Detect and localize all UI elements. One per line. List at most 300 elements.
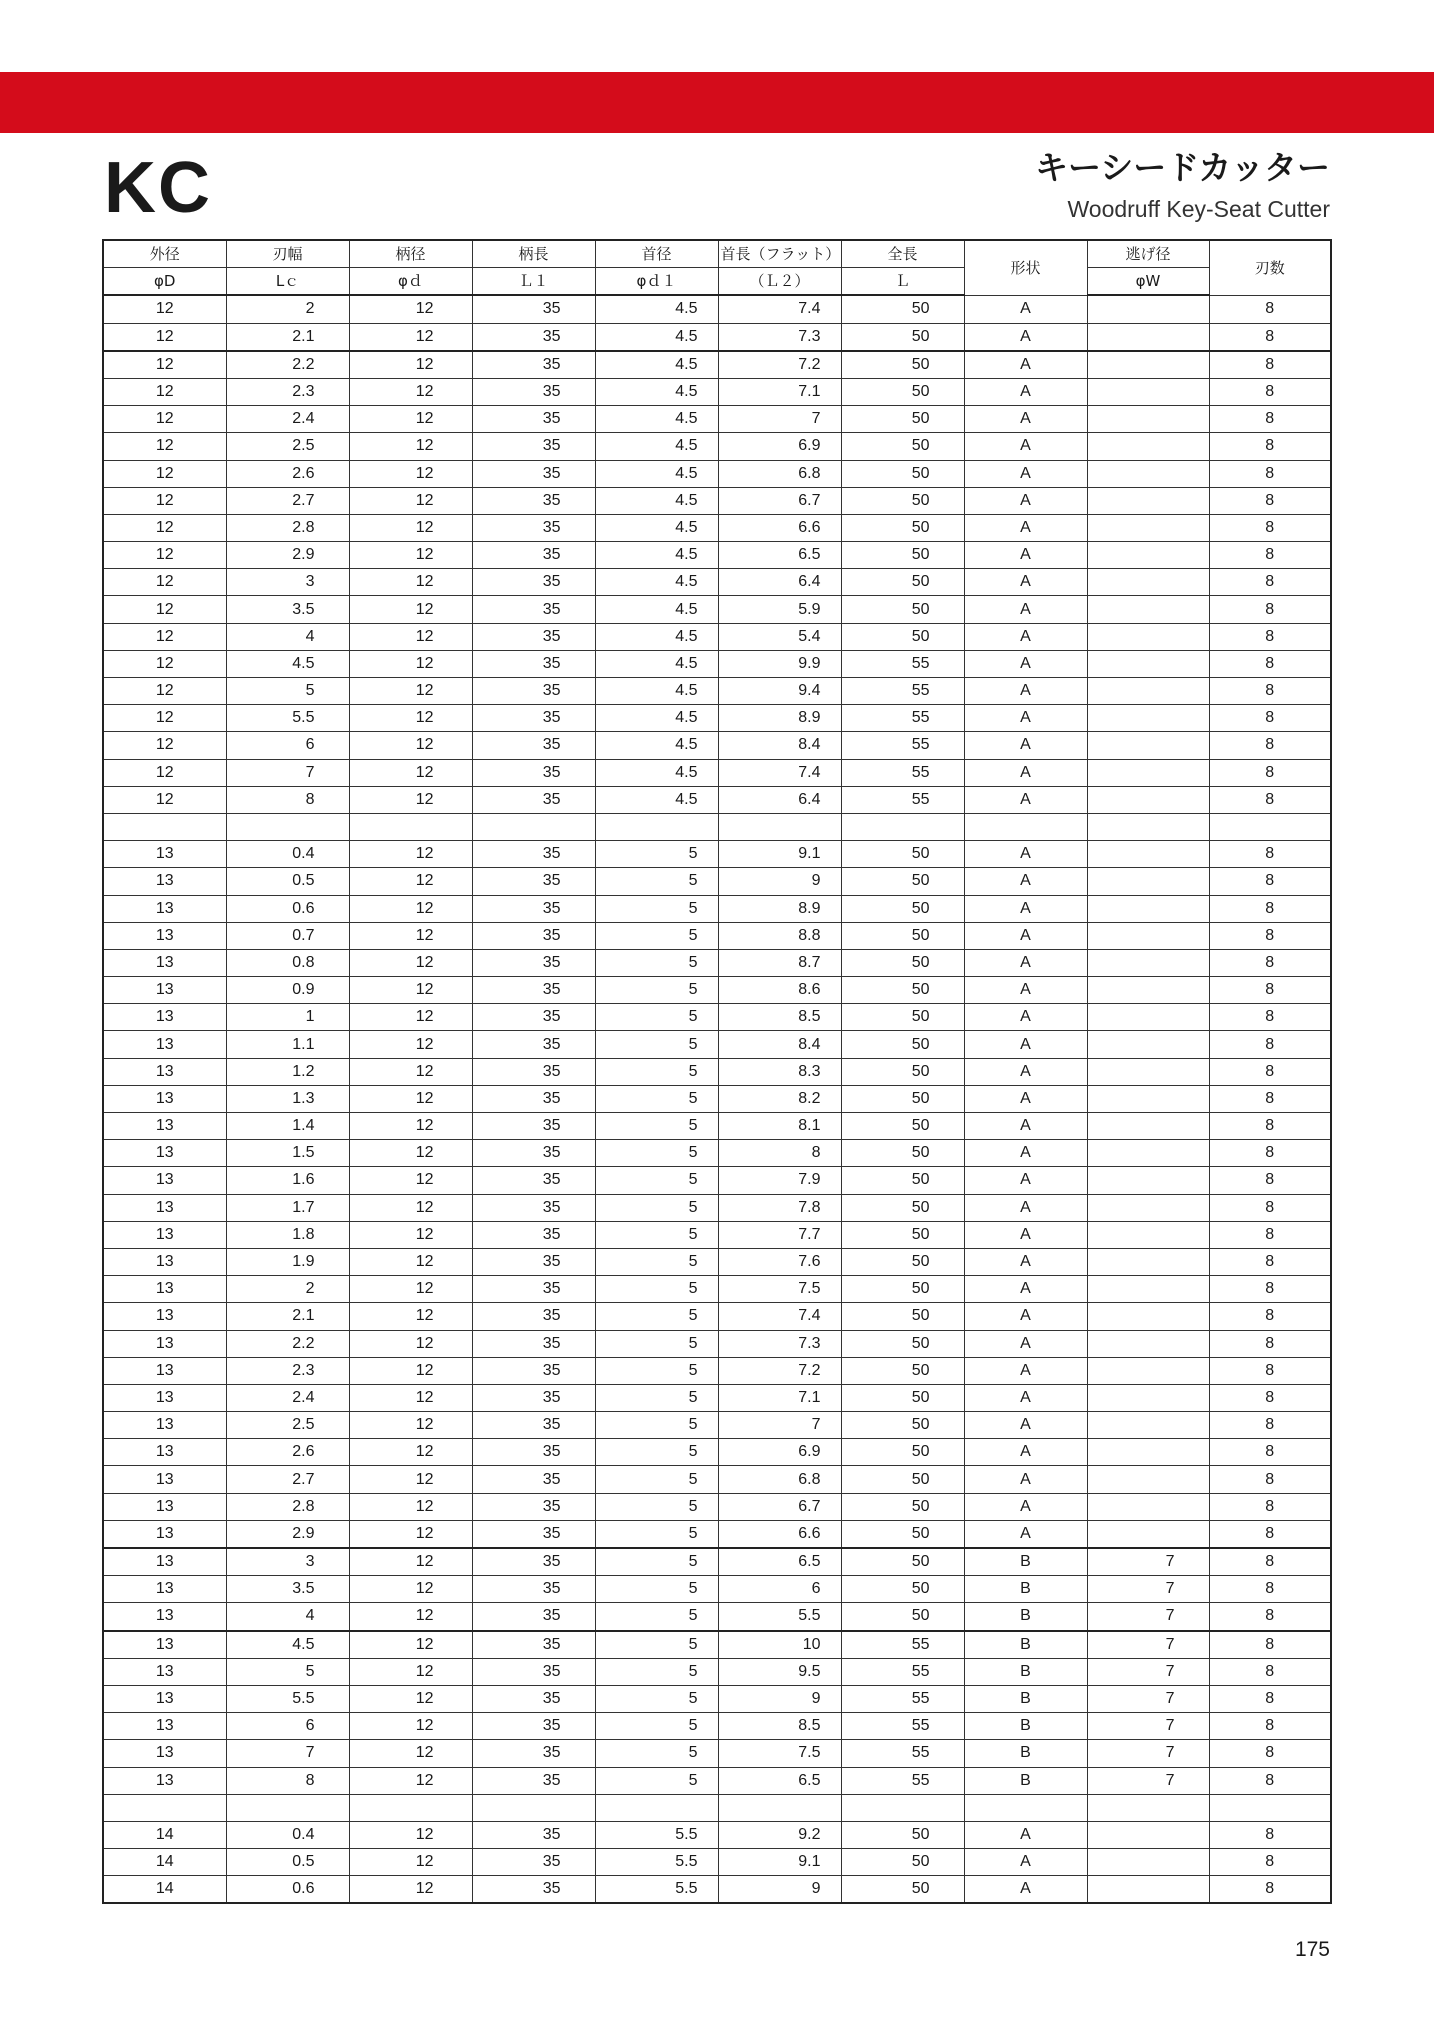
- table-row: [103, 1248, 1331, 1275]
- cell-overall-length: 50: [841, 1031, 964, 1058]
- table-row: [103, 1876, 1331, 1904]
- cell-outer-dia: 12: [103, 295, 226, 323]
- cell-flutes: 8: [1209, 1603, 1331, 1631]
- cell-blade-width: 6: [226, 1713, 349, 1740]
- table-row: [103, 1821, 1331, 1848]
- cell-flutes: 8: [1209, 542, 1331, 569]
- col-header-shank-dia: 柄径: [349, 240, 472, 268]
- page-title-en: Woodruff Key-Seat Cutter: [1067, 196, 1330, 222]
- cell-overall-length: 50: [841, 433, 964, 460]
- cell-overall-length: 50: [841, 460, 964, 487]
- cell-flutes: 8: [1209, 759, 1331, 786]
- cell-relief-dia: [1087, 1384, 1209, 1411]
- cell-flutes: 8: [1209, 1194, 1331, 1221]
- cell-shank-dia: [349, 813, 472, 840]
- cell-neck-length: 8.7: [718, 949, 841, 976]
- cell-relief-dia: [1087, 1493, 1209, 1520]
- cell-blade-width: 3: [226, 569, 349, 596]
- cell-outer-dia: 13: [103, 1466, 226, 1493]
- cell-neck-length: 5.5: [718, 1603, 841, 1631]
- cell-overall-length: 55: [841, 732, 964, 759]
- cell-overall-length: 50: [841, 1303, 964, 1330]
- cell-shank-length: 35: [472, 1058, 595, 1085]
- cell-shape: A: [964, 1876, 1087, 1904]
- cell-shape: A: [964, 1821, 1087, 1848]
- col-symbol-relief-dia: φW: [1087, 268, 1209, 296]
- cell-relief-dia: [1087, 406, 1209, 433]
- cell-neck-length: 8.5: [718, 1004, 841, 1031]
- cell-flutes: 8: [1209, 487, 1331, 514]
- cell-shank-dia: 12: [349, 1113, 472, 1140]
- cell-relief-dia: [1087, 1520, 1209, 1548]
- cell-overall-length: 50: [841, 977, 964, 1004]
- cell-shank-dia: 12: [349, 1740, 472, 1767]
- cell-overall-length: 50: [841, 1276, 964, 1303]
- cell-shank-length: 35: [472, 1466, 595, 1493]
- cell-relief-dia: [1087, 1167, 1209, 1194]
- cell-neck-length: 6.7: [718, 1493, 841, 1520]
- col-header-neck-dia: 首径: [595, 240, 718, 268]
- cell-blade-width: 0.9: [226, 977, 349, 1004]
- cell-relief-dia: [1087, 895, 1209, 922]
- cell-flutes: 8: [1209, 514, 1331, 541]
- cell-neck-dia: 5: [595, 1412, 718, 1439]
- cell-shape: A: [964, 1849, 1087, 1876]
- cell-outer-dia: 12: [103, 678, 226, 705]
- cell-flutes: 8: [1209, 460, 1331, 487]
- cell-neck-length: 9.4: [718, 678, 841, 705]
- cell-neck-dia: 5: [595, 1303, 718, 1330]
- cell-shank-length: 35: [472, 1085, 595, 1112]
- cell-shape: B: [964, 1548, 1087, 1576]
- cell-overall-length: 50: [841, 514, 964, 541]
- cell-shank-dia: 12: [349, 295, 472, 323]
- cell-blade-width: 1: [226, 1004, 349, 1031]
- cell-neck-dia: 5: [595, 1085, 718, 1112]
- cell-shank-length: 35: [472, 378, 595, 405]
- cell-neck-dia: 5: [595, 1576, 718, 1603]
- table-row: [103, 1767, 1331, 1794]
- cell-shank-dia: 12: [349, 1685, 472, 1712]
- cell-outer-dia: 13: [103, 1713, 226, 1740]
- cell-neck-dia: 5: [595, 1439, 718, 1466]
- cell-shank-dia: 12: [349, 1849, 472, 1876]
- cell-neck-dia: 5: [595, 1520, 718, 1548]
- cell-blade-width: 5: [226, 678, 349, 705]
- cell-shank-dia: 12: [349, 1031, 472, 1058]
- cell-blade-width: 0.7: [226, 922, 349, 949]
- cell-flutes: 8: [1209, 678, 1331, 705]
- cell-shape: A: [964, 596, 1087, 623]
- cell-flutes: 8: [1209, 786, 1331, 813]
- cell-outer-dia: 13: [103, 1439, 226, 1466]
- cell-blade-width: [226, 1794, 349, 1821]
- table-row: [103, 1493, 1331, 1520]
- cell-flutes: 8: [1209, 1004, 1331, 1031]
- cell-outer-dia: [103, 813, 226, 840]
- cell-neck-length: 7.4: [718, 759, 841, 786]
- cell-flutes: 8: [1209, 1466, 1331, 1493]
- cell-shank-length: 35: [472, 1248, 595, 1275]
- cell-neck-length: 8.9: [718, 895, 841, 922]
- cell-relief-dia: [1087, 1330, 1209, 1357]
- cell-flutes: 8: [1209, 1085, 1331, 1112]
- cell-shank-length: 35: [472, 922, 595, 949]
- cell-shape: A: [964, 1466, 1087, 1493]
- cell-blade-width: 1.1: [226, 1031, 349, 1058]
- cell-neck-length: 8.9: [718, 705, 841, 732]
- cell-outer-dia: 13: [103, 1303, 226, 1330]
- cell-relief-dia: [1087, 1303, 1209, 1330]
- cell-shank-dia: 12: [349, 1167, 472, 1194]
- cell-blade-width: 8: [226, 786, 349, 813]
- cell-neck-length: 8.6: [718, 977, 841, 1004]
- cell-neck-dia: 5: [595, 1058, 718, 1085]
- cell-outer-dia: 12: [103, 514, 226, 541]
- cell-neck-length: 8.3: [718, 1058, 841, 1085]
- spec-table-header: [103, 240, 1331, 295]
- cell-overall-length: 50: [841, 1412, 964, 1439]
- cell-outer-dia: 12: [103, 433, 226, 460]
- cell-blade-width: 2.2: [226, 351, 349, 379]
- cell-relief-dia: [1087, 1004, 1209, 1031]
- cell-flutes: 8: [1209, 977, 1331, 1004]
- cell-shape: B: [964, 1685, 1087, 1712]
- cell-neck-length: 7.7: [718, 1221, 841, 1248]
- cell-overall-length: 50: [841, 1167, 964, 1194]
- cell-overall-length: 50: [841, 1466, 964, 1493]
- cell-outer-dia: 13: [103, 1085, 226, 1112]
- cell-outer-dia: 13: [103, 1384, 226, 1411]
- cell-shape: A: [964, 1439, 1087, 1466]
- col-header-shank-length: 柄長: [472, 240, 595, 268]
- cell-neck-dia: 5: [595, 1493, 718, 1520]
- cell-blade-width: 1.5: [226, 1140, 349, 1167]
- cell-blade-width: 7: [226, 759, 349, 786]
- cell-neck-dia: [595, 813, 718, 840]
- cell-relief-dia: [1087, 1221, 1209, 1248]
- cell-blade-width: 3: [226, 1548, 349, 1576]
- cell-overall-length: 50: [841, 1876, 964, 1904]
- cell-relief-dia: [1087, 678, 1209, 705]
- cell-relief-dia: [1087, 596, 1209, 623]
- cell-overall-length: 55: [841, 786, 964, 813]
- cell-blade-width: 3.5: [226, 1576, 349, 1603]
- table-row: [103, 323, 1331, 351]
- cell-neck-length: 8.4: [718, 1031, 841, 1058]
- cell-shank-length: 35: [472, 1603, 595, 1631]
- table-row: [103, 1140, 1331, 1167]
- cell-neck-dia: 5: [595, 922, 718, 949]
- cell-neck-length: 6.4: [718, 786, 841, 813]
- cell-neck-dia: 5: [595, 1548, 718, 1576]
- cell-shank-length: 35: [472, 1631, 595, 1659]
- table-row: [103, 1058, 1331, 1085]
- cell-shank-length: [472, 813, 595, 840]
- cell-relief-dia: [1087, 433, 1209, 460]
- cell-shape: A: [964, 542, 1087, 569]
- cell-shank-length: 35: [472, 1221, 595, 1248]
- cell-shank-dia: 12: [349, 922, 472, 949]
- cell-neck-dia: 5: [595, 868, 718, 895]
- cell-neck-length: 7.1: [718, 378, 841, 405]
- table-row: [103, 949, 1331, 976]
- cell-overall-length: 55: [841, 1685, 964, 1712]
- cell-blade-width: 0.6: [226, 1876, 349, 1904]
- cell-shank-length: [472, 1794, 595, 1821]
- cell-neck-dia: 5.5: [595, 1821, 718, 1848]
- cell-shank-dia: 12: [349, 1330, 472, 1357]
- table-row: [103, 1713, 1331, 1740]
- cell-relief-dia: 7: [1087, 1713, 1209, 1740]
- col-header-neck-length: 首長（フラット）: [718, 240, 841, 268]
- cell-neck-length: 5.9: [718, 596, 841, 623]
- cell-flutes: 8: [1209, 1113, 1331, 1140]
- brand-logo: KC: [104, 148, 212, 228]
- cell-relief-dia: [1087, 1412, 1209, 1439]
- cell-outer-dia: 13: [103, 977, 226, 1004]
- cell-overall-length: 50: [841, 1520, 964, 1548]
- table-row: [103, 1685, 1331, 1712]
- cell-neck-dia: 5: [595, 841, 718, 868]
- cell-overall-length: 50: [841, 1140, 964, 1167]
- cell-outer-dia: 13: [103, 1113, 226, 1140]
- table-row: [103, 569, 1331, 596]
- cell-neck-dia: 5: [595, 1113, 718, 1140]
- table-row: [103, 1031, 1331, 1058]
- cell-neck-length: 6.8: [718, 1466, 841, 1493]
- cell-shape: A: [964, 1493, 1087, 1520]
- cell-overall-length: 55: [841, 705, 964, 732]
- cell-shape: A: [964, 323, 1087, 351]
- cell-shank-length: 35: [472, 460, 595, 487]
- cell-shank-length: 35: [472, 406, 595, 433]
- table-row: [103, 1330, 1331, 1357]
- table-row: [103, 378, 1331, 405]
- cell-neck-length: 7: [718, 406, 841, 433]
- cell-overall-length: 50: [841, 542, 964, 569]
- cell-shape: A: [964, 949, 1087, 976]
- cell-overall-length: 50: [841, 487, 964, 514]
- cell-overall-length: 50: [841, 1330, 964, 1357]
- cell-relief-dia: [1087, 1821, 1209, 1848]
- cell-blade-width: 2: [226, 1276, 349, 1303]
- cell-neck-dia: 5: [595, 1194, 718, 1221]
- cell-blade-width: 2.5: [226, 433, 349, 460]
- cell-relief-dia: [1087, 1058, 1209, 1085]
- cell-neck-dia: 4.5: [595, 705, 718, 732]
- cell-neck-length: 6: [718, 1576, 841, 1603]
- cell-shank-dia: 12: [349, 460, 472, 487]
- cell-outer-dia: 14: [103, 1876, 226, 1904]
- table-row: [103, 868, 1331, 895]
- cell-flutes: 8: [1209, 1248, 1331, 1275]
- cell-overall-length: 55: [841, 1740, 964, 1767]
- cell-overall-length: 50: [841, 868, 964, 895]
- cell-flutes: 8: [1209, 922, 1331, 949]
- cell-relief-dia: [1087, 460, 1209, 487]
- cell-shape: A: [964, 895, 1087, 922]
- cell-blade-width: 2.7: [226, 487, 349, 514]
- cell-shape: A: [964, 1303, 1087, 1330]
- cell-overall-length: 50: [841, 596, 964, 623]
- cell-blade-width: 1.4: [226, 1113, 349, 1140]
- table-row: [103, 1576, 1331, 1603]
- cell-overall-length: 50: [841, 1248, 964, 1275]
- cell-neck-dia: 4.5: [595, 623, 718, 650]
- cell-shape: A: [964, 841, 1087, 868]
- cell-neck-length: 8.2: [718, 1085, 841, 1112]
- cell-overall-length: 50: [841, 1439, 964, 1466]
- cell-blade-width: 4.5: [226, 650, 349, 677]
- cell-neck-dia: 4.5: [595, 295, 718, 323]
- cell-neck-dia: 4.5: [595, 406, 718, 433]
- cell-outer-dia: 13: [103, 1548, 226, 1576]
- cell-neck-dia: 5: [595, 1658, 718, 1685]
- table-row: [103, 623, 1331, 650]
- cell-neck-dia: 4.5: [595, 786, 718, 813]
- cell-blade-width: 1.7: [226, 1194, 349, 1221]
- cell-neck-dia: 5: [595, 1384, 718, 1411]
- cell-overall-length: 50: [841, 922, 964, 949]
- cell-shank-length: 35: [472, 487, 595, 514]
- cell-neck-length: 6.5: [718, 1767, 841, 1794]
- cell-overall-length: 50: [841, 569, 964, 596]
- table-row: [103, 1113, 1331, 1140]
- cell-relief-dia: 7: [1087, 1658, 1209, 1685]
- table-row: [103, 732, 1331, 759]
- cell-outer-dia: 12: [103, 351, 226, 379]
- table-row: [103, 1276, 1331, 1303]
- cell-flutes: 8: [1209, 705, 1331, 732]
- cell-shank-dia: 12: [349, 1767, 472, 1794]
- cell-overall-length: 50: [841, 895, 964, 922]
- cell-neck-length: 7.5: [718, 1740, 841, 1767]
- cell-relief-dia: 7: [1087, 1685, 1209, 1712]
- cell-relief-dia: [1087, 295, 1209, 323]
- col-symbol-shank-length: Ｌ１: [472, 268, 595, 296]
- cell-flutes: 8: [1209, 1031, 1331, 1058]
- cell-blade-width: 4.5: [226, 1631, 349, 1659]
- cell-overall-length: 50: [841, 1603, 964, 1631]
- cell-neck-dia: 4.5: [595, 650, 718, 677]
- cell-shape: A: [964, 732, 1087, 759]
- cell-overall-length: 50: [841, 623, 964, 650]
- cell-shank-length: 35: [472, 1194, 595, 1221]
- cell-shape: A: [964, 514, 1087, 541]
- cell-shank-length: 35: [472, 351, 595, 379]
- cell-outer-dia: 13: [103, 1221, 226, 1248]
- cell-shank-dia: 12: [349, 1576, 472, 1603]
- cell-blade-width: 2.5: [226, 1412, 349, 1439]
- cell-neck-length: 9.9: [718, 650, 841, 677]
- cell-outer-dia: 13: [103, 1276, 226, 1303]
- cell-neck-length: 7.2: [718, 1357, 841, 1384]
- cell-relief-dia: [1087, 759, 1209, 786]
- table-row: [103, 406, 1331, 433]
- cell-shank-length: 35: [472, 1740, 595, 1767]
- cell-overall-length: 50: [841, 841, 964, 868]
- cell-flutes: 8: [1209, 596, 1331, 623]
- cell-neck-length: [718, 1794, 841, 1821]
- table-row: [103, 1167, 1331, 1194]
- cell-outer-dia: 13: [103, 1631, 226, 1659]
- cell-shank-dia: 12: [349, 1603, 472, 1631]
- spec-table-body: [103, 295, 1331, 1903]
- cell-neck-length: 7.2: [718, 351, 841, 379]
- cell-flutes: 8: [1209, 650, 1331, 677]
- cell-shank-length: 35: [472, 1140, 595, 1167]
- cell-shank-dia: 12: [349, 1004, 472, 1031]
- cell-overall-length: 50: [841, 1384, 964, 1411]
- cell-overall-length: 50: [841, 295, 964, 323]
- cell-blade-width: 2.9: [226, 542, 349, 569]
- cell-overall-length: 50: [841, 1085, 964, 1112]
- cell-overall-length: 55: [841, 759, 964, 786]
- cell-overall-length: 50: [841, 1194, 964, 1221]
- cell-overall-length: [841, 813, 964, 840]
- cell-shank-dia: 12: [349, 1221, 472, 1248]
- cell-shape: B: [964, 1576, 1087, 1603]
- cell-shape: A: [964, 1167, 1087, 1194]
- cell-flutes: 8: [1209, 1876, 1331, 1904]
- cell-neck-length: 6.6: [718, 1520, 841, 1548]
- cell-outer-dia: 13: [103, 1140, 226, 1167]
- cell-shank-dia: 12: [349, 1493, 472, 1520]
- cell-overall-length: 55: [841, 1631, 964, 1659]
- cell-overall-length: 50: [841, 949, 964, 976]
- cell-neck-dia: 5: [595, 1631, 718, 1659]
- cell-relief-dia: [1087, 1466, 1209, 1493]
- cell-shank-dia: 12: [349, 1658, 472, 1685]
- cell-shape: A: [964, 977, 1087, 1004]
- cell-outer-dia: 12: [103, 323, 226, 351]
- cell-neck-dia: 4.5: [595, 323, 718, 351]
- cell-shank-dia: 12: [349, 1412, 472, 1439]
- cell-neck-dia: 5: [595, 949, 718, 976]
- cell-shank-dia: 12: [349, 1548, 472, 1576]
- cell-neck-length: 7.3: [718, 1330, 841, 1357]
- table-row: [103, 1085, 1331, 1112]
- cell-overall-length: 55: [841, 678, 964, 705]
- cell-outer-dia: 13: [103, 1248, 226, 1275]
- cell-shank-dia: 12: [349, 949, 472, 976]
- cell-shank-length: 35: [472, 1357, 595, 1384]
- cell-outer-dia: 13: [103, 1767, 226, 1794]
- cell-flutes: 8: [1209, 1384, 1331, 1411]
- cell-outer-dia: 13: [103, 1576, 226, 1603]
- col-symbol-overall-length: Ｌ: [841, 268, 964, 296]
- cell-shape: A: [964, 1384, 1087, 1411]
- table-row: [103, 841, 1331, 868]
- cell-blade-width: 2.6: [226, 1439, 349, 1466]
- cell-outer-dia: 13: [103, 1740, 226, 1767]
- cell-neck-dia: 5: [595, 977, 718, 1004]
- col-symbol-neck-length: （Ｌ２）: [718, 268, 841, 296]
- cell-shank-length: 35: [472, 1330, 595, 1357]
- table-row: [103, 977, 1331, 1004]
- cell-neck-length: 7.4: [718, 295, 841, 323]
- table-row: [103, 460, 1331, 487]
- header-row-jp: [103, 240, 1331, 268]
- cell-flutes: 8: [1209, 1167, 1331, 1194]
- cell-shape: A: [964, 569, 1087, 596]
- cell-neck-dia: 4.5: [595, 351, 718, 379]
- cell-overall-length: 50: [841, 1493, 964, 1520]
- table-row: [103, 1194, 1331, 1221]
- cell-shank-dia: 12: [349, 1466, 472, 1493]
- cell-relief-dia: 7: [1087, 1576, 1209, 1603]
